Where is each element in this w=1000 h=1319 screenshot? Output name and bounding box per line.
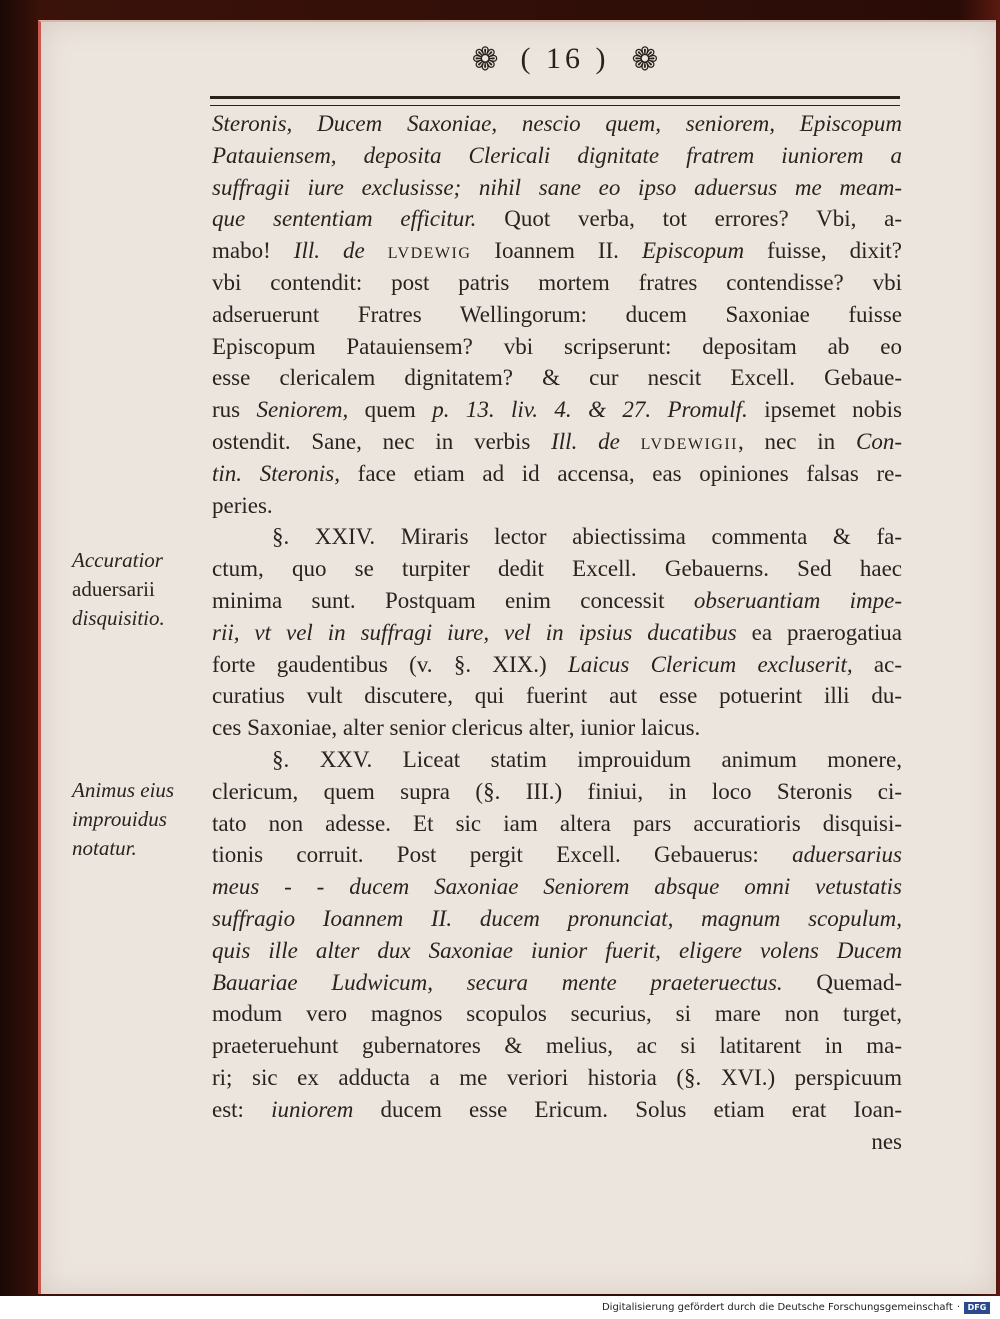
text-segment: ducem esse Ericum. Solus etiam erat Ioan- xyxy=(353,1096,902,1122)
text-segment: ri; sic ex adducta a me veriori historia (§. XVI.) perspicuum xyxy=(212,1064,902,1090)
text-segment: modum vero magnos scopulos securius, si mare non turget, xyxy=(212,1001,902,1027)
text-segment: esse clericalem dignitatem? & cur nescit Excell. Gebaue- xyxy=(212,365,902,391)
text-segment: Ioannem II. xyxy=(471,238,642,264)
margin-note-line: aduersarii xyxy=(72,577,155,601)
text-line xyxy=(212,1030,902,1062)
text-segment: obseruantiam impe- xyxy=(693,587,903,613)
text-segment: quis ille alter dux Saxoniae iunior fuerit, eligere volens Ducem xyxy=(212,937,902,963)
text-line xyxy=(212,140,902,172)
header-rule xyxy=(210,96,900,106)
text-segment: lvdewigii xyxy=(640,428,738,454)
text-segment: praeteruehunt gubernatores & melius, ac si latitarent in ma- xyxy=(212,1033,902,1059)
text-segment: ac- xyxy=(852,651,902,677)
text-line xyxy=(212,1094,902,1126)
text-segment: adseruerunt Fratres Wellingorum: ducem Saxoniae fuisse xyxy=(212,301,902,327)
text-line xyxy=(212,808,902,840)
text-segment: meus - - ducem Saxoniae Seniorem absque omni vetustatis xyxy=(212,874,902,900)
text-line xyxy=(212,1062,902,1094)
text-line xyxy=(212,490,902,522)
text-segment: curatius vult discutere, qui fuerint aut esse potuerint illi du- xyxy=(212,683,902,709)
text-segment: Bauariae Ludwicum, secura mente praeteruectus. xyxy=(212,969,783,995)
text-segment: Ill. de xyxy=(293,238,388,264)
text-segment: face etiam ad id accensa, eas opiniones falsas re- xyxy=(340,460,902,486)
text-segment: Quot verba, tot errores? Vbi, a- xyxy=(476,206,902,232)
text-line xyxy=(212,521,902,553)
text-segment: rii, vt vel in suffragi iure, vel in ipsius ducatibus xyxy=(212,619,737,645)
margin-note-line: improuidus xyxy=(72,807,167,831)
text-line xyxy=(212,712,902,744)
text-line xyxy=(212,871,902,903)
text-segment: mabo! xyxy=(212,238,294,264)
text-line xyxy=(212,362,902,394)
text-segment: Episcopum xyxy=(641,238,745,264)
text-segment: Steronis, Ducem Saxoniae, nescio quem, seniorem, Episcopum xyxy=(212,111,902,136)
text-segment: fuisse, dixit? xyxy=(744,238,902,264)
text-segment: tionis corruit. Post pergit Excell. Gebauerus: xyxy=(212,842,793,868)
text-segment: quem xyxy=(348,397,433,423)
text-segment: Con- xyxy=(855,428,902,454)
text-segment: tin. Steronis, xyxy=(212,460,340,486)
text-segment: tato non adesse. Et sic iam altera pars accuratioris disquisi- xyxy=(212,810,902,836)
text-line xyxy=(212,267,902,299)
text-line xyxy=(212,839,902,871)
text-line xyxy=(212,649,902,681)
text-segment: lvdewig xyxy=(387,238,472,264)
margin-note-line: Animus eius xyxy=(72,778,175,802)
text-line xyxy=(212,394,902,426)
text-segment: minima sunt. Postquam enim concessit xyxy=(212,587,694,613)
ornament-right-icon: ❁ xyxy=(631,40,659,78)
margin-note-line: Accuratior xyxy=(72,548,163,572)
text-segment: ostendit. Sane, nec in verbis xyxy=(212,428,552,454)
text-line xyxy=(212,203,902,235)
text-segment: ipsemet nobis xyxy=(747,397,902,423)
text-segment: suffragio Ioannem II. ducem pronunciat, magnum scopulum, xyxy=(212,905,902,931)
margin-note-line: notatur. xyxy=(72,836,137,860)
text-line xyxy=(212,235,902,267)
text-line xyxy=(212,903,902,935)
footer-bar: Digitalisierung gefördert durch die Deutsche Forschungsgemeinschaft · DFG xyxy=(0,1296,1000,1319)
text-segment: Patauiensem, deposita Clericali dignitate fratrem iuniorem a xyxy=(212,142,902,168)
text-segment: ea praerogatiua xyxy=(736,619,902,645)
text-line xyxy=(212,553,902,585)
text-line xyxy=(212,744,902,776)
text-segment: , nec in xyxy=(737,428,856,454)
text-line xyxy=(212,426,902,458)
margin-note-accuratior xyxy=(72,546,207,633)
text-line xyxy=(212,617,902,649)
text-segment: rus xyxy=(212,397,257,423)
text-segment: nes xyxy=(871,1128,902,1154)
text-segment: peries. xyxy=(212,492,273,518)
text-segment: Ill. de xyxy=(551,428,641,454)
text-line xyxy=(212,585,902,617)
main-text xyxy=(212,108,902,1157)
text-line xyxy=(212,776,902,808)
text-segment: vbi contendit: post patris mortem fratres contendisse? vbi xyxy=(212,269,902,295)
text-segment: que sententiam efficitur. xyxy=(212,206,477,232)
text-line xyxy=(212,331,902,363)
text-line xyxy=(212,108,902,140)
text-segment: forte gaudentibus (v. §. XIX.) xyxy=(212,651,568,677)
text-line xyxy=(212,680,902,712)
text-segment: ctum, quo se turpiter dedit Excell. Gebauerns. Sed haec xyxy=(212,556,902,582)
text-line xyxy=(212,935,902,967)
text-segment: p. 13. liv. 4. & 27. Promulf. xyxy=(432,397,748,423)
page-header xyxy=(400,34,730,84)
page-number: ( 16 ) xyxy=(520,42,610,75)
text-segment: iuniorem xyxy=(271,1096,354,1122)
text-segment: Seniorem, xyxy=(256,397,349,423)
text-line xyxy=(212,458,902,490)
text-segment: clericum, quem supra (§. III.) finiui, in loco Steronis ci- xyxy=(212,778,902,804)
ornament-left-icon: ❁ xyxy=(471,40,499,78)
text-line xyxy=(212,998,902,1030)
footer-credit: Digitalisierung gefördert durch die Deutsche Forschungsgemeinschaft xyxy=(601,1302,953,1313)
text-line xyxy=(212,967,902,999)
text-line xyxy=(212,172,902,204)
text-segment: suffragii iure exclusisse; nihil sane eo ipso aduersus me meam- xyxy=(212,174,902,200)
text-segment: §. XXIV. Miraris lector abiectissima commenta & fa- xyxy=(272,524,902,550)
dfg-logo-icon: DFG xyxy=(964,1302,990,1314)
text-segment: §. XXV. Liceat statim improuidum animum monere, xyxy=(272,746,902,772)
margin-note-line: disquisitio. xyxy=(72,606,165,630)
text-segment: Episcopum Patauiensem? vbi scripserunt: depositam ab eo xyxy=(212,333,902,359)
text-line xyxy=(212,1126,902,1158)
text-segment: est: xyxy=(212,1096,272,1122)
text-segment: Quemad- xyxy=(782,969,902,995)
text-segment: Laicus Clericum excluserit, xyxy=(567,651,853,677)
margin-note-animus xyxy=(72,776,207,863)
text-segment: aduersarius xyxy=(792,842,902,868)
text-segment: ces Saxoniae, alter senior clericus alter, iunior laicus. xyxy=(212,715,701,741)
text-line xyxy=(212,299,902,331)
